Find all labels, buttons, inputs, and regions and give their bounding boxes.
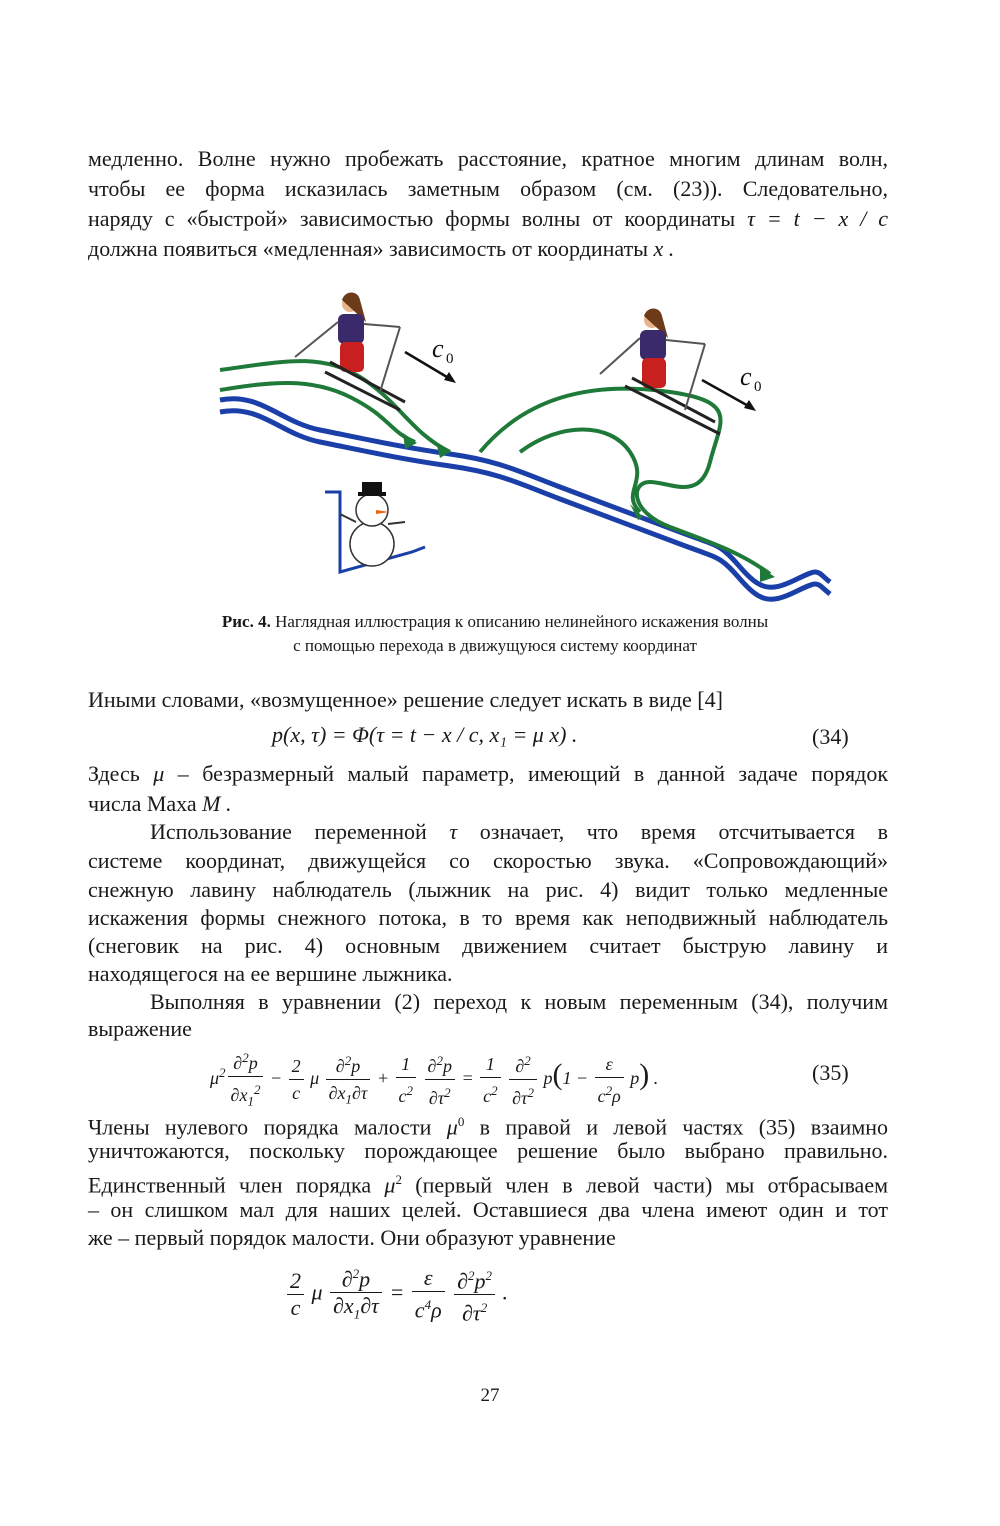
label-c0-right: c bbox=[740, 362, 752, 391]
page-number: 27 bbox=[480, 1385, 500, 1406]
superscript: 0 bbox=[457, 1114, 465, 1129]
text-line: Выполняя в уравнении (2) переход к новым переменным (34), получим bbox=[150, 989, 888, 1014]
text-line: (снеговик на рис. 4) основным движением считает быструю лавину и bbox=[88, 933, 888, 958]
text-line: находящегося на ее вершине лыжника. bbox=[88, 961, 453, 986]
text-line: же – первый порядок малости. Они образуют уравнение bbox=[88, 1225, 616, 1250]
text-line: – он слишком мал для наших целей. Оставшиеся два члена имеют один и тот bbox=[88, 1197, 888, 1222]
caption-line: с помощью перехода в движущуюся систему координат bbox=[293, 636, 697, 655]
text-line: уничтожаются, поскольку порождающее решение было выбрано правильно. bbox=[88, 1138, 888, 1163]
skier-right bbox=[600, 309, 720, 435]
equation-35: $\mu^2$ $\frac{\partial^2p}{\partial x_1^2}$ − $\frac{2}{c}$ μ $\frac{\partial^2p}{\partial x_1\partial\tau}$ + $\frac{1}{c^2}$ $\frac{\partial^2p}{\partial\tau^2}$ = $\frac{1}{c^2}$ $\frac{\partial^2}{\partial\tau^2}$ p(1 − $\frac{\varepsilon}{c^2\rho}$ p) . bbox=[210, 1046, 658, 1114]
text-line: Иными словами, «возмущенное» решение следует искать в виде [4] bbox=[88, 687, 723, 712]
caption-line: Наглядная иллюстрация к описанию нелинейного искажения волны bbox=[275, 612, 769, 631]
text-line: чтобы ее форма исказилась заметным образом (см. (23)). Следовательно, bbox=[88, 176, 888, 201]
text-line: искажения формы снежного потока, в то время как неподвижный наблюдатель bbox=[88, 905, 888, 930]
text-line: Здесь μ – безразмерный малый параметр, имеющий в данной задаче порядок bbox=[88, 761, 889, 786]
velocity-arrow-left bbox=[405, 352, 452, 380]
text-line: числа Маха M . bbox=[88, 791, 232, 816]
text-line: снежную лавину наблюдатель (лыжник на рис. 4) видит только медленные bbox=[88, 877, 888, 902]
text-line: наряду с «быстрой» зависимостью формы волны от координаты τ = t − x / c bbox=[88, 206, 889, 231]
inline-formula: μ bbox=[153, 761, 165, 786]
inline-formula: x . bbox=[653, 236, 675, 261]
equation-number-34: (34) bbox=[812, 724, 849, 749]
inline-formula: τ bbox=[449, 819, 458, 844]
equation-final: $\frac{2}{c}$ μ $\frac{\partial^2p}{\partial x_1\partial\tau}$ = $\frac{\varepsilon}{c^4\rho}$ $\frac{\partial^2p^2}{\partial\tau^2}$ . bbox=[285, 1262, 508, 1327]
skier-left bbox=[295, 293, 405, 411]
inline-formula: μ bbox=[446, 1114, 458, 1140]
snowman bbox=[325, 482, 425, 572]
inline-formula: μ bbox=[384, 1172, 396, 1198]
inline-formula: M . bbox=[202, 791, 232, 816]
text-line: Единственный член порядка $\mu^2$ (первый член в левой части) мы отбрасываем bbox=[88, 1172, 889, 1198]
label-c0-left-sub: 0 bbox=[446, 351, 454, 367]
text-line: должна появиться «медленная» зависимость от координаты x . bbox=[88, 236, 675, 261]
figure-caption bbox=[100, 610, 890, 658]
equation-number-35: (35) bbox=[812, 1060, 849, 1085]
figure-avalanche bbox=[200, 282, 840, 612]
caption-label: Рис. 4. bbox=[221, 612, 271, 631]
avalanche-illustration bbox=[200, 282, 840, 612]
label-c0-right-sub: 0 bbox=[754, 379, 762, 395]
inline-formula: τ = t − x / c bbox=[747, 206, 889, 231]
label-c0-left: c bbox=[432, 334, 444, 363]
text-line: Использование переменной τ означает, что время отсчитывается в bbox=[150, 819, 888, 844]
equation-34: p(x, τ) = Φ(τ = t − x / c, x₁ = μ x) . bbox=[272, 722, 578, 747]
superscript: 2 bbox=[395, 1172, 402, 1187]
text-line: выражение bbox=[88, 1016, 192, 1041]
text-line: медленно. Волне нужно пробежать расстояние, кратное многим длинам волн, bbox=[88, 146, 888, 171]
text-line: Члены нулевого порядка малости $\mu^0$ в правой и левой частях (35) взаимно bbox=[88, 1114, 889, 1140]
text-line: системе координат, движущейся со скоростью звука. «Сопровождающий» bbox=[88, 848, 888, 873]
